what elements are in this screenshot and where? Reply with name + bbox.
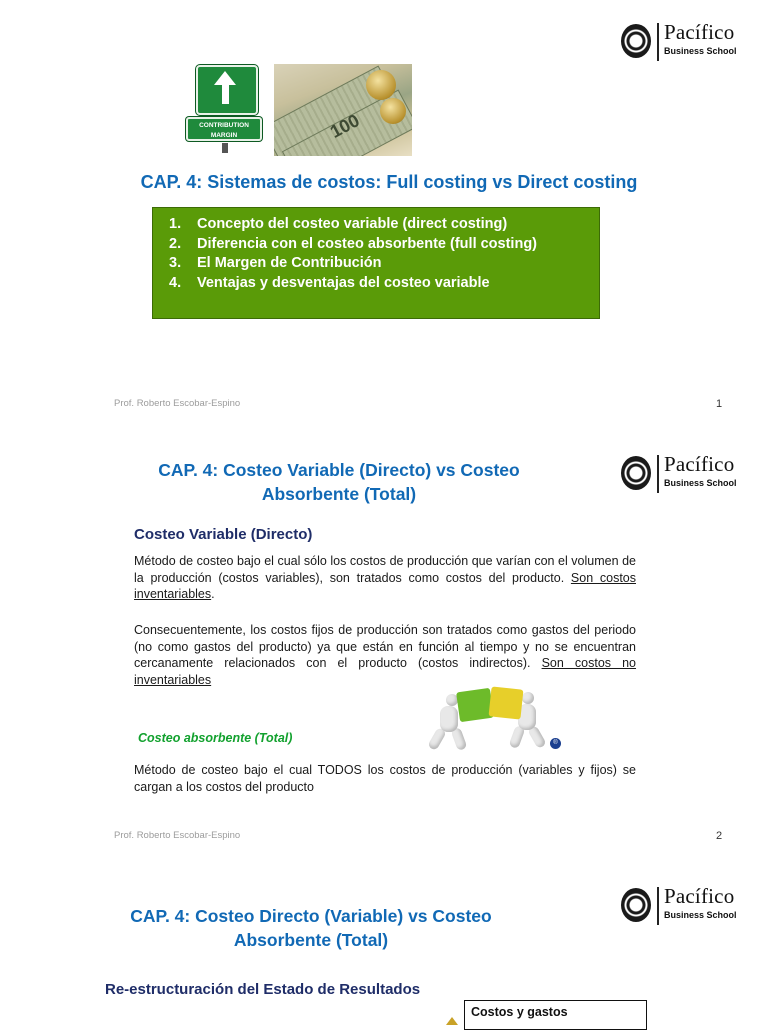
seal-icon xyxy=(621,456,651,490)
paragraph-fixed-costs: Consecuentemente, los costos fijos de producción son tratados como gastos del periodo (no como gastos del producto) ya que están en función al tiempo y no se encuentran cercanamente relacionados con el producto (costos indirectos). Son costos no inventariables xyxy=(134,623,637,687)
slide-1-title: CAP. 4: Sistemas de costos: Full costing vs Direct costing xyxy=(140,172,638,192)
pacifico-logo xyxy=(621,22,743,64)
paragraph-variable-costing: Método de costeo bajo el cual sólo los costos de producción que varían con el volumen de la producción (costos variables), son tratados como costos del producto. Son costos inventariables. xyxy=(134,554,636,602)
puzzle-piece-icon xyxy=(489,686,524,719)
money-image xyxy=(274,64,412,156)
slide-3-title: CAP. 4: Costeo Directo (Variable) vs Costeo Absorbente (Total) xyxy=(130,906,492,950)
coin-icon xyxy=(380,98,406,124)
topic-item: 2. Diferencia con el costeo absorbente (full costing) xyxy=(169,235,538,252)
sign-label: CONTRIBUTION MARGIN xyxy=(186,117,262,141)
page-number: 1 xyxy=(716,398,723,410)
bill-denomination: 100 xyxy=(326,110,363,142)
topics-list xyxy=(169,215,599,293)
slide-2 xyxy=(0,432,768,864)
logo-name: Pacífico xyxy=(664,452,735,476)
seal-icon xyxy=(621,888,651,922)
footer-author: Prof. Roberto Escobar-Espino xyxy=(114,830,241,841)
section-heading: Re-estructuración del Estado de Resultados xyxy=(105,981,421,998)
paragraph-absorbent-costing: Método de costeo bajo el cual TODOS los costos de producción (variables y fijos) se cargan a los costos del producto xyxy=(134,763,636,794)
seal-icon xyxy=(621,24,651,58)
costs-expenses-box: Costos y gastos xyxy=(464,1000,647,1030)
logo-badge-icon: ® xyxy=(550,738,561,749)
section-heading: Costeo Variable (Directo) xyxy=(134,526,313,543)
puzzle-piece-icon xyxy=(456,688,494,722)
logo-subtitle: Business School xyxy=(664,478,737,488)
logo-subtitle: Business School xyxy=(664,910,737,920)
logo-subtitle: Business School xyxy=(664,46,737,56)
slide-2-title: CAP. 4: Costeo Variable (Directo) vs Costeo Absorbente (Total) xyxy=(158,460,520,504)
topic-item: 3. El Margen de Contribución xyxy=(169,255,382,271)
footer-author: Prof. Roberto Escobar-Espino xyxy=(114,398,241,409)
puzzle-figures-image xyxy=(406,680,566,750)
contribution-margin-sign-image xyxy=(186,65,264,153)
slide-1 xyxy=(0,0,768,432)
topic-item: 1. Concepto del costeo variable (direct costing) xyxy=(169,216,508,232)
topics-box xyxy=(152,207,600,319)
logo-name: Pacífico xyxy=(664,20,735,44)
topic-item: 4. Ventajas y desventajas del costeo variable xyxy=(169,274,490,291)
arrow-up-icon xyxy=(214,71,236,85)
coin-icon xyxy=(366,70,396,100)
pacifico-logo xyxy=(621,454,743,496)
absorbent-costing-heading: Costeo absorbente (Total) xyxy=(138,731,293,745)
page-number: 2 xyxy=(716,830,723,842)
pacifico-logo xyxy=(621,886,743,928)
logo-name: Pacífico xyxy=(664,884,735,908)
slide-3 xyxy=(0,864,768,1024)
